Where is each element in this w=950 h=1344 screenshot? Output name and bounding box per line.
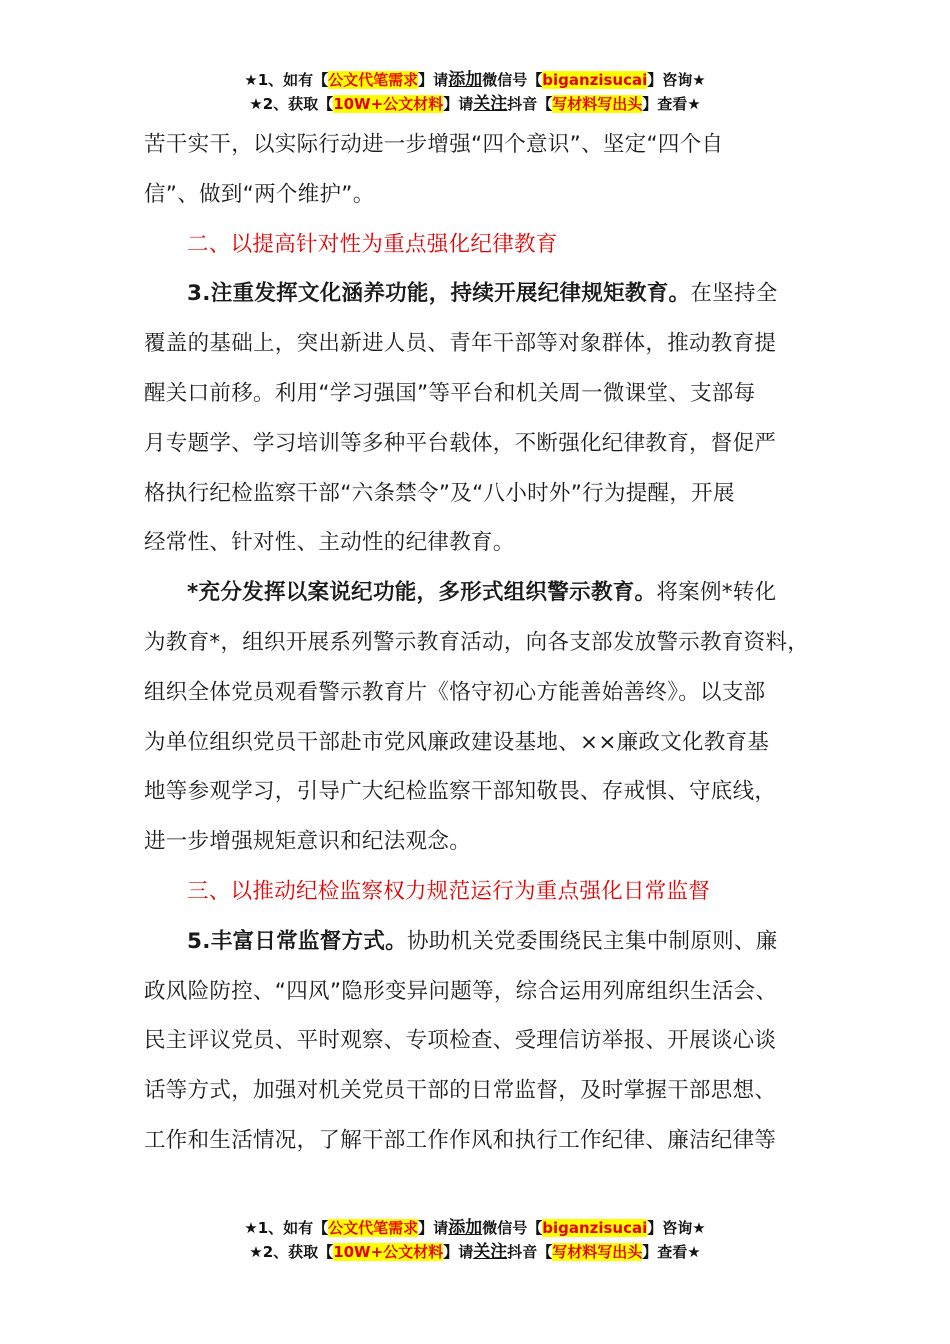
promo-highlight: 10W+公文材料 — [333, 1243, 444, 1261]
text-line: 月专题学、学习培训等多种平台载体，不断强化纪律教育，督促严 — [144, 430, 777, 456]
promo-banner-top — [0, 68, 950, 116]
promo-highlight: 公文代笔需求 — [328, 1219, 419, 1237]
promo-text: 】查看★ — [642, 1243, 701, 1261]
promo-highlight: 10W+公文材料 — [333, 95, 444, 113]
promo-line-1 — [0, 68, 950, 92]
text-line: 苦干实干，以实际行动进一步增强“四个意识”、坚定“四个自 — [144, 132, 724, 157]
promo-banner-bottom — [0, 1216, 950, 1264]
text-line: 经常性、针对性、主动性的纪律教育。 — [144, 530, 515, 556]
text-line: 格执行纪检监察干部“六条禁令”及“八小时外”行为提醒，开展 — [144, 480, 735, 506]
text-line: 覆盖的基础上，突出新进人员、青年干部等对象群体，推动教育提 — [144, 331, 777, 357]
promo-highlight: 写材料写出头 — [552, 95, 643, 113]
text-line: 协助机关党委围绕民主集中制原则、廉 — [406, 928, 778, 954]
promo-highlight: biganzisucai — [542, 1219, 648, 1237]
promo-text: 抖音【 — [507, 1243, 553, 1261]
text-line: 信”、做到“两个维护”。 — [144, 181, 375, 207]
paragraph-lead: 5.丰富日常监督方式。 — [187, 928, 407, 954]
promo-text: 微信号【 — [482, 71, 543, 89]
paragraph-lead: 3.注重发挥文化涵养功能，持续开展纪律规矩教育。 — [187, 281, 691, 307]
promo-line-2 — [0, 92, 950, 116]
promo-text: ★1、如有【 — [244, 71, 329, 89]
paragraph-lead: *充分发挥以案说纪功能，多形式组织警示教育。 — [187, 580, 657, 606]
paragraph-4 — [144, 568, 816, 867]
text-line: 政风险防控、“四风”隐形变异问题等，综合运用列席组织生活会、 — [144, 978, 778, 1004]
promo-emphasis: 关注 — [473, 1242, 508, 1262]
text-line: 为教育*，组织开展系列警示教育活动，向各支部发放警示教育资料， — [144, 629, 810, 655]
text-line: 工作和生活情况，了解干部工作作风和执行工作纪律、廉洁纪律等 — [144, 1127, 777, 1153]
promo-text: ★2、获取【 — [249, 95, 334, 113]
text-line: 地等参观学习，引导广大纪检监察干部知敬畏、存戒惧、守底线， — [144, 779, 777, 805]
promo-text: 抖音【 — [507, 95, 553, 113]
text-line: 进一步增强规矩意识和纪法观念。 — [144, 829, 472, 855]
text-line: 民主评议党员、平时观察、专项检查、受理信访举报、开展谈心谈 — [144, 1028, 777, 1054]
promo-emphasis: 关注 — [473, 94, 508, 114]
promo-text: ★2、获取【 — [249, 1243, 334, 1261]
promo-text: 】请 — [418, 71, 449, 89]
promo-text: 】请 — [418, 1219, 449, 1237]
section-heading-2 — [144, 220, 816, 270]
promo-text: 微信号【 — [482, 1219, 543, 1237]
text-line: 在坚持全 — [690, 281, 778, 307]
promo-text: 】查看★ — [642, 95, 701, 113]
promo-highlight: 公文代笔需求 — [328, 71, 419, 89]
paragraph-continued — [144, 120, 816, 220]
promo-line-2 — [0, 1240, 950, 1264]
promo-line-1 — [0, 1216, 950, 1240]
text-line: 将案例*转化 — [656, 580, 777, 606]
promo-text: 】咨询★ — [647, 1219, 706, 1237]
promo-highlight: 写材料写出头 — [552, 1243, 643, 1261]
heading-text: 二、以提高针对性为重点强化纪律教育 — [187, 231, 558, 257]
paragraph-5 — [144, 917, 816, 1166]
promo-text: 】咨询★ — [647, 71, 706, 89]
heading-text: 三、以推动纪检监察权力规范运行为重点强化日常监督 — [187, 878, 711, 904]
promo-highlight: biganzisucai — [542, 71, 648, 89]
text-line: 醒关口前移。利用“学习强国”等平台和机关周一微课堂、支部每 — [144, 380, 756, 406]
document-body — [144, 120, 816, 1166]
promo-text: 】请 — [443, 95, 474, 113]
text-line: 话等方式，加强对机关党员干部的日常监督，及时掌握干部思想、 — [144, 1078, 777, 1104]
promo-emphasis: 添加 — [448, 1218, 483, 1238]
promo-text: ★1、如有【 — [244, 1219, 329, 1237]
text-line: 组织全体党员观看警示教育片《恪守初心方能善始善终》。以支部 — [144, 679, 766, 705]
promo-emphasis: 添加 — [448, 70, 483, 90]
promo-text: 】请 — [443, 1243, 474, 1261]
section-heading-3 — [144, 867, 816, 917]
text-line: 为单位组织党员干部赴市党风廉政建设基地、××廉政文化教育基 — [144, 729, 770, 755]
paragraph-3 — [144, 269, 816, 568]
